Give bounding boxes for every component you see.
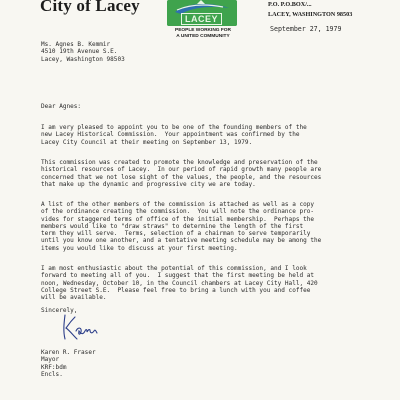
- paragraph-line: forward to meeting all of you. I suggest that the first meeting be held at: [41, 272, 315, 280]
- paragraph-line: vides for staggered terms of office of the initial membership. Perhaps the: [41, 215, 315, 223]
- paragraph-line: that make up the dynamic and progressive city we are today.: [41, 180, 256, 188]
- logo-text: LACEY: [181, 13, 222, 25]
- paragraph-4: [41, 265, 318, 301]
- paragraph-2: [41, 159, 321, 188]
- paragraph-3: [41, 201, 321, 252]
- logo-emblem: [167, 0, 237, 26]
- recipient-street: 4510 19th Avenue S.E.: [41, 48, 118, 56]
- paragraph-line: This commission was created to promote the knowledge and preservation of the: [41, 159, 318, 166]
- handwritten-signature: [59, 311, 99, 343]
- paragraph-line: until you know one another, and a tentative meeting schedule may be among the: [41, 237, 322, 245]
- paragraph-line: historical resources of Lacey. In our period of rapid growth many people are: [41, 166, 322, 174]
- tagline-line: A UNITED COMMUNITY: [176, 33, 230, 39]
- logo-tagline: [163, 28, 243, 40]
- closing: Sincerely,: [41, 307, 78, 314]
- paragraph-line: of the ordinance creating the commission. You will note the ordinance pro-: [41, 208, 315, 216]
- recipient-name: Ms. Agnes B. Kemmir: [41, 41, 111, 48]
- letter-date: September 27, 1979: [270, 25, 342, 33]
- paragraph-line: new Lacey Historical Commission. Your appointment was confirmed by the: [41, 131, 300, 139]
- signer-block: [41, 349, 96, 364]
- paragraph-1: [41, 124, 307, 146]
- paragraph-line: term they will serve. Terms, selection of a chairman to serve temporarily: [41, 230, 311, 238]
- address-line: LACEY, WASHINGTON 98503: [268, 11, 353, 18]
- signer-title: Mayor: [41, 356, 60, 364]
- recipient-block: [41, 41, 125, 63]
- paragraph-line: items you would like to discuss at your first meeting.: [41, 244, 238, 252]
- initials-line: KRF:bdm: [41, 364, 67, 371]
- signer-name: Karen R. Fraser: [41, 349, 96, 356]
- letterhead-city-title: City of Lacey: [40, 0, 140, 15]
- salutation: Dear Agnes:: [41, 103, 82, 110]
- recipient-city: Lacey, Washington 98503: [41, 55, 125, 63]
- paragraph-line: concerned that we not lose sight of the values, the people, and the resources: [41, 173, 322, 181]
- enclosures-line: Encls.: [41, 371, 63, 379]
- letterhead-address: [268, 0, 398, 20]
- paragraph-line: College Street S.E. Please feel free to bring a lunch with you and coffee: [41, 286, 311, 294]
- city-logo: [163, 0, 243, 46]
- tagline-line: PEOPLE WORKING FOR: [175, 28, 231, 33]
- paragraph-line: will be available.: [41, 294, 107, 302]
- reference-block: [41, 364, 66, 379]
- paragraph-line: members would like to "draw straws" to determine the length of the first: [41, 222, 304, 230]
- paragraph-line: I am very pleased to appoint you to be one of the founding members of the: [41, 124, 307, 131]
- paragraph-line: Lacey City Council at their meeting on September 13, 1979.: [41, 138, 253, 146]
- paragraph-line: noon, Wednesday, October 10, in the Council chambers at Lacey City Hall, 420: [41, 279, 318, 287]
- paragraph-line: I am most enthusiastic about the potential of this commission, and I look: [41, 265, 307, 272]
- address-line: P.O. P.O.BOX/...: [268, 1, 312, 8]
- paragraph-line: A list of the other members of the commission is attached as well as a copy: [41, 201, 315, 208]
